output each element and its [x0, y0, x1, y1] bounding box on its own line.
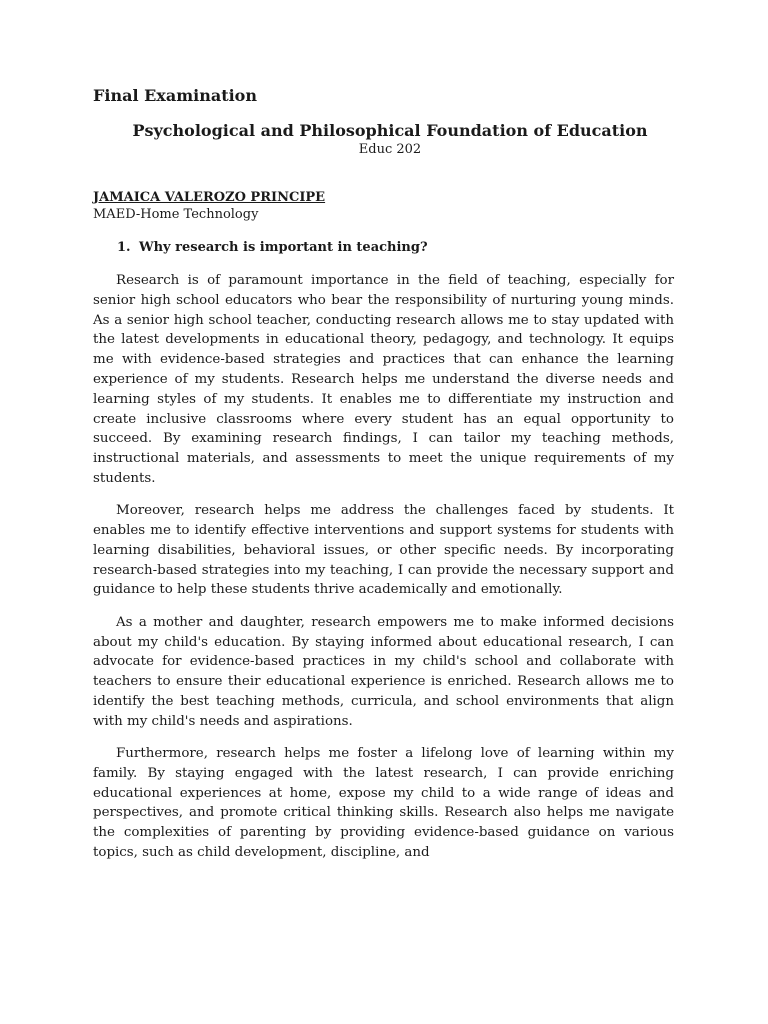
document-title: Final Examination [93, 86, 257, 105]
paragraph-2: Moreover, research helps me address the challenges faced by students. It enables me to identify effective interventions and support systems for students with learning disabilities, behavioral issues, or other specific needs. By incorporating research-based strategies into my teaching, I can provide the necessary support and guidance to help these students thrive academically and emotionally. [93, 503, 674, 598]
paragraph-3: As a mother and daughter, research empowers me to make informed decisions about my child's education. By staying informed about educational research, I can advocate for evidence-based practices in my child's school and collaborate with teachers to ensure their educational experience is enriched. Research allows me to identify the best teaching methods, curricula, and school environments that align with my child's needs and aspirations. [93, 614, 674, 729]
author-name: JAMAICA VALEROZO PRINCIPE [93, 190, 326, 205]
question-heading [117, 240, 428, 255]
question-text: Why research is important in teaching? [139, 240, 428, 255]
course-code: Educ 202 [358, 142, 422, 157]
question-number: 1. [117, 240, 131, 255]
paragraph-4: Furthermore, research helps me foster a lifelong love of learning within my family. By staying engaged with the latest research, I can provide enriching educational experiences at home, expose my child to a wide range of ideas and perspectives, and promote critical thinking skills. Research also helps me navigate the complexities of parenting by providing evidence-based guidance on various topics, such as child development, discipline, and [93, 746, 674, 861]
document-subtitle: Psychological and Philosophical Foundation of Education [132, 121, 648, 140]
author-program: MAED-Home Technology [93, 207, 259, 222]
answer-body [93, 271, 674, 875]
paragraph-1: Research is of paramount importance in the field of teaching, especially for senior high school educators who bear the responsibility of nurturing young minds. As a senior high school teacher, conducting research allows me to stay updated with the latest developments in educational theory, pedagogy, and technology. It equips me with evidence-based strategies and practices that can enhance the learning experience of my students. Research helps me understand the diverse needs and learning styles of my students. It enables me to differentiate my instruction and create inclusive classrooms where every student has an equal opportunity to succeed. By examining research findings, I can tailor my teaching methods, instructional materials, and assessments to meet the unique requirements of my students. [93, 273, 674, 486]
